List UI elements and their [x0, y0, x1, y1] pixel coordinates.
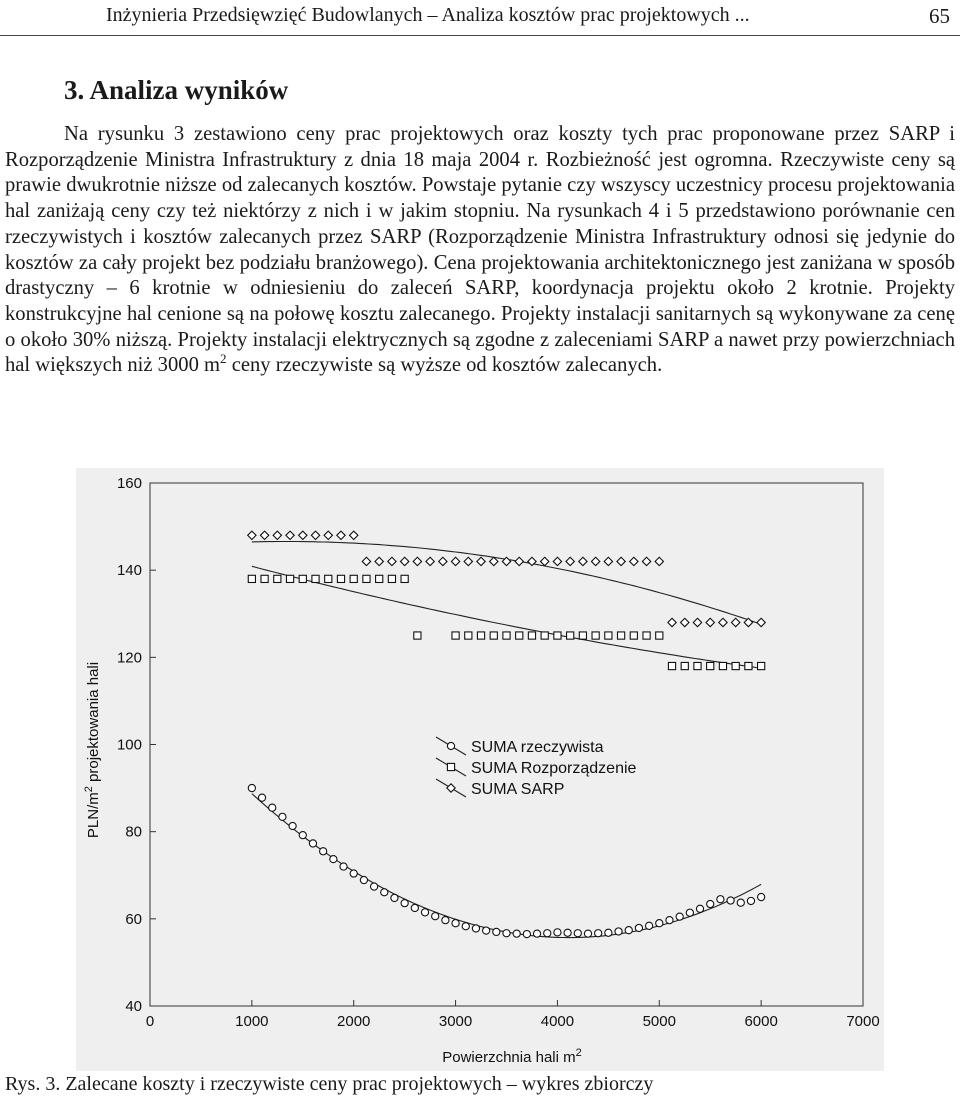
- data-point: [426, 557, 434, 565]
- page-number: 65: [929, 4, 950, 28]
- data-point: [248, 575, 255, 582]
- data-point: [727, 897, 734, 904]
- data-point: [758, 893, 765, 900]
- data-point: [666, 917, 673, 924]
- data-point: [540, 557, 548, 565]
- data-point: [656, 920, 663, 927]
- data-point: [337, 531, 345, 539]
- x-tick-label: 3000: [438, 1013, 473, 1030]
- data-point: [655, 557, 663, 565]
- data-point: [656, 632, 663, 639]
- data-point: [630, 632, 637, 639]
- data-point: [605, 632, 612, 639]
- data-point: [528, 632, 535, 639]
- data-point: [693, 618, 701, 626]
- data-point: [676, 913, 683, 920]
- data-point: [391, 894, 398, 901]
- data-point: [311, 531, 319, 539]
- data-point: [309, 840, 316, 847]
- data-point: [744, 618, 752, 626]
- data-point: [350, 870, 357, 877]
- data-point: [279, 813, 286, 820]
- running-header: [0, 0, 960, 32]
- data-point: [642, 557, 650, 565]
- data-point: [248, 784, 255, 791]
- data-point: [401, 900, 408, 907]
- data-point: [388, 557, 396, 565]
- data-point: [375, 557, 383, 565]
- data-point: [696, 905, 703, 912]
- x-tick-label: 5000: [642, 1013, 676, 1030]
- data-point: [273, 531, 281, 539]
- data-point: [757, 618, 765, 626]
- data-point: [388, 575, 395, 582]
- data-point: [553, 557, 561, 565]
- data-point: [592, 632, 599, 639]
- data-point: [579, 632, 586, 639]
- data-point: [541, 632, 548, 639]
- data-point: [717, 896, 724, 903]
- data-point: [707, 900, 714, 907]
- data-point: [681, 618, 689, 626]
- x-tick-label: 1000: [235, 1013, 269, 1030]
- data-point: [595, 930, 602, 937]
- legend-label: SUMA Rozporządzenie: [471, 760, 637, 777]
- data-point: [513, 930, 520, 937]
- legend-label: SUMA SARP: [471, 781, 565, 798]
- data-point: [477, 557, 485, 565]
- data-point: [260, 531, 268, 539]
- data-point: [567, 632, 574, 639]
- data-point: [719, 618, 727, 626]
- data-point: [442, 917, 449, 924]
- data-point: [706, 618, 714, 626]
- data-point: [566, 557, 574, 565]
- figure-caption: Rys. 3. Zalecane koszty i rzeczywiste ceny prac projektowych – wykres zbiorczy: [5, 1073, 654, 1095]
- data-point: [503, 632, 510, 639]
- y-tick-label: 80: [125, 823, 142, 841]
- data-point: [299, 832, 306, 839]
- data-point: [625, 927, 632, 934]
- data-point: [523, 930, 530, 937]
- data-point: [269, 804, 276, 811]
- data-point: [248, 531, 256, 539]
- section-heading: 3. Analiza wyników: [64, 75, 289, 105]
- data-point: [490, 632, 497, 639]
- data-point: [615, 928, 622, 935]
- x-axis-label: Powierzchnia hali $m^2$: [442, 1047, 582, 1066]
- data-point: [413, 557, 421, 565]
- data-point: [503, 930, 510, 937]
- data-point: [605, 929, 612, 936]
- trend-line: [252, 794, 761, 938]
- data-point: [320, 848, 327, 855]
- x-tick-label: 6000: [744, 1013, 778, 1030]
- legend-marker: [447, 784, 455, 792]
- data-point: [400, 557, 408, 565]
- legend-label: SUMA rzeczywista: [471, 739, 604, 756]
- data-point: [737, 899, 744, 906]
- data-point: [376, 575, 383, 582]
- data-point: [477, 632, 484, 639]
- data-point: [462, 923, 469, 930]
- data-point: [747, 897, 754, 904]
- data-point: [732, 662, 739, 669]
- data-point: [472, 925, 479, 932]
- data-point: [686, 909, 693, 916]
- data-point: [381, 889, 388, 896]
- data-point: [668, 662, 675, 669]
- data-point: [452, 632, 459, 639]
- data-point: [635, 924, 642, 931]
- legend-marker: [447, 763, 454, 770]
- data-point: [668, 618, 676, 626]
- data-point: [554, 632, 561, 639]
- data-point: [299, 575, 306, 582]
- data-point: [584, 930, 591, 937]
- data-point: [516, 632, 523, 639]
- data-point: [533, 930, 540, 937]
- data-point: [340, 863, 347, 870]
- data-point: [617, 632, 624, 639]
- paragraph-text-tail: ceny rzeczywiste są wyższe od kosztów zalecanych.: [226, 354, 663, 377]
- data-point: [360, 876, 367, 883]
- data-point: [630, 557, 638, 565]
- data-point: [451, 557, 459, 565]
- data-point: [731, 618, 739, 626]
- paragraph-text: Na rysunku 3 zestawiono ceny prac projektowych oraz koszty tych prac proponowane przez SARP i Rozporządzenie Ministra Infrastruktury z dnia 18 maja 2004 r. Rozbieżność jest ogromna. Rzeczywiste ceny są prawie dwukrotnie niższe od zalecanych kosztów. Powstaje pytanie czy wszyscy uczestnicy procesu projektowania hal zaniżają ceny czy też niektórzy z nich i w jakim stopniu. Na rysunkach 4 i 5 przedstawiono porównanie cen rzeczywistych i kosztów zalecanych przez SARP (Rozporządzenie Ministra Infrastruktury odnosi się jedynie do kosztów za cały projekt bez podziału branżowego). Cena projektowania architektonicznego jest zaniżana w sposób drastyczny – 6 krotnie w odniesieniu do zaleceń SARP, koordynacja projektu około 2 krotnie. Projekty konstrukcyjne hal cenione są na połowę kosztu zalecanego. Projekty instalacji sanitarnych są wykonywane za cenę o około 30% niższą. Projekty instalacji elektrycznych są zgodne z zaleceniami SARP a nawet przy powierzchniach hal większych niż 3000 m: [5, 123, 955, 377]
- data-point: [745, 662, 752, 669]
- data-point: [515, 557, 523, 565]
- data-point: [439, 557, 447, 565]
- running-title: Inżynieria Przedsięwzięć Budowlanych – Analiza kosztów prac projektowych ...: [106, 4, 750, 26]
- data-point: [362, 557, 370, 565]
- data-point: [350, 575, 357, 582]
- data-point: [286, 575, 293, 582]
- data-point: [274, 575, 281, 582]
- data-point: [574, 930, 581, 937]
- legend-marker: [447, 742, 454, 749]
- data-point: [591, 557, 599, 565]
- data-point: [261, 575, 268, 582]
- data-point: [694, 662, 701, 669]
- data-point: [337, 575, 344, 582]
- data-point: [493, 928, 500, 935]
- data-point: [681, 662, 688, 669]
- data-point: [719, 662, 726, 669]
- data-point: [286, 531, 294, 539]
- data-point: [411, 904, 418, 911]
- x-tick-label: 2000: [337, 1013, 371, 1030]
- header-rule: [0, 35, 960, 36]
- data-point: [350, 531, 358, 539]
- scatter-chart: [76, 468, 884, 1071]
- data-point: [564, 929, 571, 936]
- data-point: [758, 662, 765, 669]
- data-point: [432, 913, 439, 920]
- data-point: [421, 909, 428, 916]
- y-tick-label: 120: [116, 649, 142, 667]
- data-point: [643, 632, 650, 639]
- data-point: [707, 662, 714, 669]
- data-point: [363, 575, 370, 582]
- data-point: [646, 922, 653, 929]
- y-tick-label: 140: [116, 562, 142, 580]
- data-point: [330, 856, 337, 863]
- x-tick-label: 4000: [540, 1013, 575, 1030]
- data-point: [464, 557, 472, 565]
- x-tick-label: 7000: [846, 1013, 880, 1030]
- data-point: [554, 929, 561, 936]
- y-tick-label: 60: [125, 910, 142, 928]
- data-point: [452, 920, 459, 927]
- data-point: [490, 557, 498, 565]
- data-point: [324, 531, 332, 539]
- data-point: [544, 930, 551, 937]
- paragraph-superscript: 2: [220, 351, 227, 367]
- data-point: [289, 822, 296, 829]
- y-tick-label: 100: [116, 736, 142, 754]
- data-point: [604, 557, 612, 565]
- y-tick-label: 160: [116, 475, 142, 492]
- data-point: [312, 575, 319, 582]
- body-paragraph: [5, 122, 955, 379]
- x-tick-label: 0: [145, 1013, 155, 1030]
- data-point: [579, 557, 587, 565]
- data-point: [325, 575, 332, 582]
- figure-chart: [76, 468, 884, 1071]
- data-point: [617, 557, 625, 565]
- data-point: [483, 927, 490, 934]
- data-point: [258, 794, 265, 801]
- data-point: [299, 531, 307, 539]
- data-point: [370, 883, 377, 890]
- y-axis-label: PLN/$m^2$ projektowania hali: [83, 661, 102, 839]
- data-point: [401, 575, 408, 582]
- data-point: [414, 632, 421, 639]
- data-point: [465, 632, 472, 639]
- y-tick-label: 40: [125, 998, 142, 1015]
